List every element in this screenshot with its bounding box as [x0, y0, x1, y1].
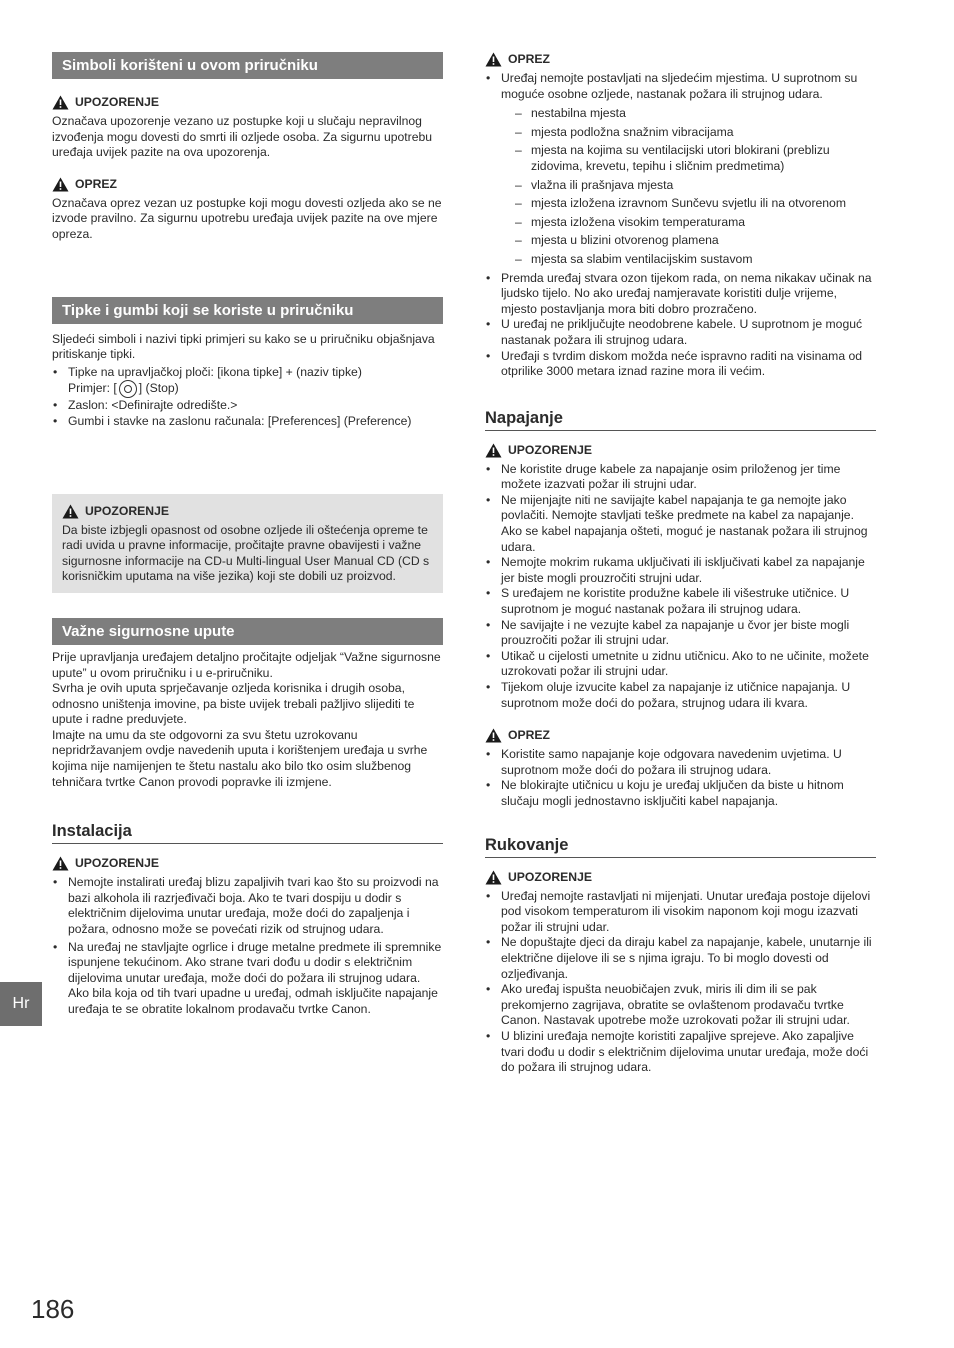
important-warning-box — [52, 494, 443, 593]
caution-block — [52, 177, 443, 243]
handling-list — [485, 889, 876, 1076]
warning-block — [52, 95, 443, 161]
caution-label: OPREZ — [508, 728, 550, 743]
warning-title — [485, 443, 876, 458]
keys-item-panel: Tipke na upravljačkoj ploči: [ikona tipke] + (naziv tipke) — [68, 364, 362, 379]
language-tab: Hr — [0, 982, 42, 1026]
list-item: • Nemojte instalirati uređaj blizu zapaljivih tvari kao što su proizvodi na bazi alkohola ili razrjeđivači boja. Ako te tvari dospiju u dodir s električnim dijelovima unutar uređaja, može doći do zapaljenja i požara, odnosno može se povećati rizik od strujnog udara. — [52, 875, 443, 937]
list-item: – mjesta izložena izravnom Sunčevu svjetlu ili na otvorenom — [501, 196, 876, 212]
section-heading-safety: Važne sigurnosne upute — [52, 618, 443, 645]
warning-label: UPOZORENJE — [508, 442, 592, 457]
warning-label: UPOZORENJE — [75, 95, 159, 109]
safety-paragraph: Svrha je ovih uputa sprječavanje ozljeda korisnika i drugih osoba, odnosno uništenja imovine, pa biste uvijek trebali pažljivo slijediti te upute i radne preduvjete. — [52, 681, 415, 727]
warning-triangle-icon — [485, 728, 502, 743]
caution-title — [485, 728, 876, 743]
warning-label: UPOZORENJE — [85, 503, 169, 518]
keys-example-suffix: ] (Stop) — [138, 381, 179, 396]
caution-list — [485, 71, 876, 380]
list-item: • Ako uređaj ispušta neuobičajen zvuk, miris ili dim ili se pak prekomjerno zagrijava, obratite se ovlaštenom prodavaču tvrtke Canon. Nastavak upotrebe može uzrokovati požar ili strujni udar. — [485, 982, 876, 1029]
right-column — [485, 52, 876, 1076]
caution-title — [52, 177, 443, 192]
list-item: • Utikač u cijelosti umetnite u zidnu utičnicu. Ako to ne učinite, možete uzrokovati požar ili strujni udar. — [485, 649, 876, 680]
warning-title — [52, 856, 443, 871]
list-item: – vlažna ili prašnjava mjesta — [501, 178, 876, 194]
caution-label: OPREZ — [508, 52, 550, 66]
warning-triangle-icon — [62, 504, 79, 519]
stop-key-icon — [119, 380, 137, 398]
warning-title — [62, 504, 433, 519]
list-item: • Ne blokirajte utičnicu u koju je uređaj uključen da biste u hitnom slučaju mogli jednostavno isključiti kabel napajanja. — [485, 778, 876, 809]
warning-triangle-icon — [52, 177, 69, 192]
safety-section — [52, 650, 443, 790]
caution-label: OPREZ — [75, 176, 117, 191]
power-section — [485, 443, 876, 810]
caution-title — [485, 52, 876, 67]
list-item: – mjesta podložna snažnim vibracijama — [501, 125, 876, 141]
places-list — [501, 106, 876, 267]
safety-paragraph: Imajte na umu da ste odgovorni za svu štetu uzrokovanu nepridržavanjem ovdje navedenih uputa i korištenjem uređaja u svrhe kojima nije namijenjen te štetu nastalu ako bilo tko osim službenog tehničara tvrtke Canon provodi popravke ili izmjene. — [52, 727, 428, 789]
section-heading-symbols: Simboli korišteni u ovom priručniku — [52, 52, 443, 79]
list-item: – mjesta na kojima su ventilacijski utori blokirani (preblizu zidovima, krevetu, tepihu i sličnim predmetima) — [501, 143, 876, 174]
left-column — [52, 52, 443, 1018]
list-item: – nestabilna mjesta — [501, 106, 876, 122]
list-item: – mjesta izložena visokim temperaturama — [501, 215, 876, 231]
warning-description: Označava upozorenje vezano uz postupke koji u slučaju nepravilnog izvođenja mogu dovesti do smrti ili ozljede osoba. Za sigurnu upotrebu uređaja uvijek pazite na ova upozorenja. — [52, 114, 433, 160]
page-number: 186 — [31, 1294, 75, 1324]
warning-triangle-icon — [485, 870, 502, 885]
handling-section — [485, 870, 876, 1076]
list-item: • Uređaji s tvrdim diskom možda neće ispravno raditi na visinama od otprilike 3000 metara iznad razine mora ili većim. — [485, 349, 876, 380]
list-item — [485, 71, 876, 268]
caution-item-text: Uređaj nemojte postavljati na sljedećim mjestima. U suprotnom su moguće osobne ozljede, nastanak požara ili strujnog udara. — [501, 71, 858, 101]
power-caution-list — [485, 747, 876, 809]
list-item — [52, 365, 443, 399]
list-item: • Ne koristite druge kabele za napajanje osim priloženog jer time možete izazvati požar ili strujni udar. — [485, 462, 876, 493]
list-item: • Uređaj nemojte rastavljati ni mijenjati. Unutar uređaja postoje dijelovi pod visokom temperaturom ili visokim naponom koji mogu izazvati požar ili strujni udar. — [485, 889, 876, 936]
warning-title — [485, 870, 876, 885]
section-heading-keys: Tipke i gumbi koji se koriste u priručniku — [52, 297, 443, 324]
list-item: • Na uređaj ne stavljajte ogrlice i druge metalne predmete ili spremnike ispunjene tekućinom. Ako strane tvari dođu u dodir s električnim dijelovima unutar uređaja, može doći do požara ili strujnog udara. Ako bila koja od tih tvari upadne u uređaj, odmah isključite napajanje uređaja te se obratite lokalnom prodavaču tvrtke Canon. — [52, 940, 443, 1018]
warning-label: UPOZORENJE — [508, 869, 592, 884]
keys-example-prefix: Primjer: [ — [68, 381, 117, 396]
warning-triangle-icon — [52, 856, 69, 871]
keys-list — [52, 365, 443, 430]
list-item: • Ne savijajte i ne vezujte kabel za napajanje u čvor jer biste mogli prouzročiti požar ili strujni udar. — [485, 618, 876, 649]
warning-triangle-icon — [485, 443, 502, 458]
section-heading-installation: Instalacija — [52, 821, 443, 844]
warning-label: UPOZORENJE — [75, 856, 159, 871]
caution-description: Označava oprez vezan uz postupke koji mogu dovesti ozljeda ako se ne izvode pravilno. Za sigurnu upotrebu uređaja uvijek pazite na ove mjere opreza. — [52, 195, 442, 241]
warning-triangle-icon — [52, 95, 69, 110]
list-item: • Tijekom oluje izvucite kabel za napajanje iz utičnice napajanja. U suprotnom može doći do požara, strujnog udara ili kvara. — [485, 680, 876, 711]
list-item: • U uređaj ne priključujte neodobrene kabele. U suprotnom je moguć nastanak požara ili strujnog udara. — [485, 317, 876, 348]
caution-placement-block — [485, 52, 876, 380]
list-item: • S uređajem ne koristite produžne kabele ili višestruke utičnice. U suprotnom je moguć nastanak požara ili strujnog udara. — [485, 586, 876, 617]
list-item: • Zaslon: <Definirajte odredište.> — [52, 398, 443, 414]
list-item: • Ne mijenjajte niti ne savijajte kabel napajanja te ga nemojte jako povlačiti. Nemojte stavljati teške predmete na kabel za napajanje. Ako se kabel napajanja ošteti, moguć je nastanak požara ili strujnog udara. — [485, 493, 876, 555]
list-item: • Koristite samo napajanje koje odgovara navedenim uvjetima. U suprotnom može doći do požara ili strujnog udara. — [485, 747, 876, 778]
keys-intro: Sljedeći simboli i nazivi tipki primjeri su kako se u priručniku objašnjava pritiskanje tipki. — [52, 331, 435, 362]
power-warning-list — [485, 462, 876, 712]
list-item: • Premda uređaj stvara ozon tijekom rada, on nema nikakav učinak na ljudsko tijelo. No ako uređaj namjeravate koristiti dulje vrijeme, mjesto postavljanja mora biti dobro prozračeno. — [485, 271, 876, 318]
warning-triangle-icon — [485, 52, 502, 67]
installation-section — [52, 856, 443, 1017]
list-item: • Ne dopuštajte djeci da diraju kabel za napajanje, kabele, unutarnje ili električne dijelove ili se s njima igraju. To bi moglo dovesti od ozljeđivanja. — [485, 935, 876, 982]
list-item: • Gumbi i stavke na zaslonu računala: [Preferences] (Preference) — [52, 414, 443, 430]
list-item: – mjesta u blizini otvorenog plamena — [501, 233, 876, 249]
safety-paragraph: Prije upravljanja uređajem detaljno pročitajte odjeljak “Važne sigurnosne upute” u ovom priručniku i u e-priručniku. — [52, 649, 441, 680]
list-item: – mjesta sa slabim ventilacijskim sustavom — [501, 252, 876, 268]
warning-box-text: Da biste izbjegli opasnost od osobne ozljede ili oštećenja opreme te radi uvida u pravne informacije, pročitajte pravne obavijesti i važne sigurnosne informacije na CD-u Multi-lingual User Manual CD (CD s korisničkim uputama na više jezika) koji ste dobili uz proizvod. — [62, 522, 430, 584]
list-item: • Nemojte mokrim rukama uključivati ili isključivati kabel za napajanje jer biste mogli prouzročiti strujni udar. — [485, 555, 876, 586]
list-item: • U blizini uređaja nemojte koristiti zapaljive sprejeve. Ako zapaljive tvari dođu u dodir s električnim dijelovima unutar uređaja, može doći do požara ili strujnog udara. — [485, 1029, 876, 1076]
installation-list — [52, 875, 443, 1017]
section-heading-handling: Rukovanje — [485, 835, 876, 858]
section-heading-power: Napajanje — [485, 408, 876, 431]
warning-title — [52, 95, 443, 110]
keys-section — [52, 332, 443, 430]
